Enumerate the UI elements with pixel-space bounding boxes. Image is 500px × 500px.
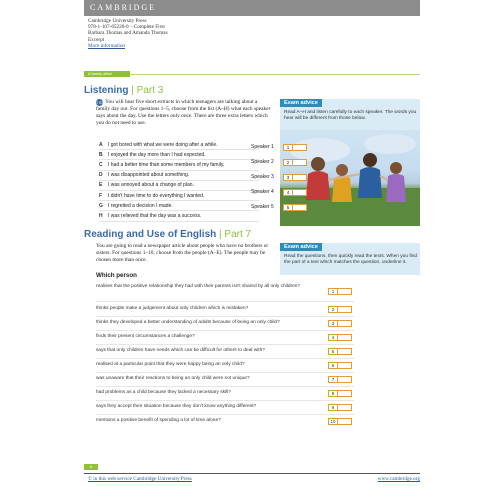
answer-box[interactable] — [338, 362, 352, 369]
answer-box[interactable] — [338, 320, 352, 327]
which-person-heading: Which person — [96, 272, 137, 279]
reading-exam-advice — [280, 243, 420, 275]
question-text: says they accept their situation because they don't know anything different? — [96, 404, 257, 409]
listening-title: Listening — [84, 85, 129, 96]
divider — [96, 386, 354, 387]
listening-part-divider: | — [131, 85, 134, 96]
question-text: thinks people make a judgement about only children which is mistaken? — [96, 306, 249, 311]
answer-box[interactable] — [338, 376, 352, 383]
list-item — [99, 171, 259, 181]
option-text: I got bored with what we were doing after a while. — [108, 141, 218, 148]
speaker-number: 3 — [283, 174, 293, 181]
speaker-number: 4 — [283, 189, 293, 196]
option-letter: A — [99, 141, 103, 148]
publisher: Cambridge University Press — [88, 18, 147, 24]
listening-instructions — [96, 99, 272, 127]
speaker-label: Speaker 3 — [251, 174, 274, 180]
question-number: 2 — [328, 306, 338, 313]
option-text: I was disappointed about something. — [108, 172, 190, 179]
reading-part-divider: | — [219, 229, 222, 240]
question-number: 5 — [328, 348, 338, 355]
more-info-link[interactable]: More information — [88, 42, 126, 49]
listening-heading — [84, 85, 163, 96]
option-letter: D — [99, 172, 103, 179]
question-number: 4 — [328, 334, 338, 341]
divider — [96, 301, 354, 302]
question-text: was unaware that their reactions to being an only child were not unique? — [96, 376, 250, 381]
exam-advice-tag: Exam advice — [280, 99, 322, 107]
answer-box[interactable] — [338, 404, 352, 411]
answer-box[interactable] — [293, 144, 307, 151]
reading-part: Part 7 — [224, 229, 252, 240]
option-letter: H — [99, 212, 103, 219]
divider — [96, 330, 354, 331]
book-metadata — [88, 18, 288, 49]
divider — [96, 414, 354, 415]
divider — [96, 400, 354, 401]
question-number: 7 — [328, 376, 338, 383]
question-text: mentions a positive benefit of spending a lot of time alone? — [96, 418, 221, 423]
speaker-label: Speaker 1 — [251, 144, 274, 150]
exam-advice-tag: Exam advice — [280, 243, 322, 251]
speaker-row — [251, 142, 321, 152]
exam-advice-text: Read the questions, then quickly read the texts. When you find the part of a text which matches the question, underline it. — [284, 254, 418, 266]
option-letter: E — [99, 182, 103, 189]
website-link[interactable]: www.cambridge.org — [377, 476, 420, 482]
list-item — [99, 201, 259, 211]
speaker-row — [251, 157, 321, 167]
question-text: realised at a particular point that they were happy being an only child? — [96, 362, 245, 367]
question-text: says that only children have needs which can be difficult for others to deal with? — [96, 348, 265, 353]
footer-divider — [84, 473, 420, 474]
authors: Barbara Thomas and Amanda Thomas — [88, 30, 168, 37]
list-item — [99, 211, 259, 221]
answer-box[interactable] — [338, 288, 352, 295]
answer-box[interactable] — [338, 306, 352, 313]
question-text: realises that the positive relationship they had with their parents isn't shared by all only children? — [96, 284, 301, 289]
speaker-label: Speaker 2 — [251, 159, 274, 165]
question-text: had problems as a child because they lacked a necessary skill? — [96, 390, 231, 395]
list-item — [99, 140, 259, 150]
question-number: 1 — [328, 288, 338, 295]
copyright-link[interactable]: © in this web service Cambridge University Press — [88, 476, 192, 482]
listening-part: Part 3 — [136, 85, 164, 96]
question-number: 9 — [328, 404, 338, 411]
listening-options — [99, 140, 259, 222]
answer-box[interactable] — [338, 334, 352, 341]
speaker-number: 2 — [283, 159, 293, 166]
option-text: I enjoyed the day more than I had expected. — [108, 151, 206, 158]
answer-box[interactable] — [293, 159, 307, 166]
option-text: I had a better time than some members of my family. — [108, 161, 225, 168]
question-number: 10 — [328, 418, 338, 425]
divider — [96, 344, 354, 345]
divider — [96, 358, 354, 359]
answer-box[interactable] — [293, 204, 307, 211]
question-text: thinks they developed a better understanding of adults because of being an only child? — [96, 320, 280, 325]
list-item — [99, 191, 259, 201]
listening-instructions-text: You will hear five short extracts in which teenagers are talking about a family day out. For questions 1–5, choose from the list (A–H) what each speaker says about the day. Use the letters only once. There are three extra letters which you do not need to use. — [96, 99, 271, 126]
option-text: I regretted a decision I made. — [108, 202, 173, 209]
reading-title: Reading and Use of English — [84, 229, 217, 240]
reading-heading — [84, 229, 251, 240]
answer-box[interactable] — [293, 189, 307, 196]
question-number: 8 — [328, 390, 338, 397]
speaker-row — [251, 172, 321, 182]
answer-box[interactable] — [293, 174, 307, 181]
answer-box[interactable] — [338, 418, 352, 425]
section-divider — [130, 74, 420, 75]
brand-name: CAMBRIDGE — [90, 3, 157, 12]
divider — [96, 316, 354, 317]
header-bar — [84, 0, 420, 16]
divider — [96, 372, 354, 373]
option-letter: G — [99, 202, 103, 209]
page-number: 8 — [84, 464, 98, 470]
speaker-row — [251, 202, 321, 212]
list-item — [99, 150, 259, 160]
speaker-number: 5 — [283, 204, 293, 211]
list-item — [99, 181, 259, 191]
option-text: I didn't have time to do everything I wanted. — [108, 192, 205, 199]
cd-track-icon: 1 02 — [96, 100, 103, 105]
option-text: I was relieved that the day was a success. — [108, 212, 202, 219]
question-number: 3 — [328, 320, 338, 327]
listening-exam-advice — [280, 99, 420, 130]
list-item — [99, 160, 259, 170]
excerpt-label: Excerpt — [88, 36, 105, 43]
reading-instructions: You are going to read a newspaper article about people who have no brothers or sisters. For questions 1–10, choose from the people (A–E). The people may be chosen more than once. — [96, 243, 269, 263]
speaker-number: 1 — [283, 144, 293, 151]
speaker-row — [251, 187, 321, 197]
speaker-label: Speaker 4 — [251, 189, 274, 195]
option-letter: B — [99, 151, 103, 158]
answer-box[interactable] — [338, 390, 352, 397]
option-text: I was annoyed about a change of plan. — [108, 182, 194, 189]
section-tab: A family affair — [84, 71, 130, 77]
answer-box[interactable] — [338, 348, 352, 355]
question-text: finds their present circumstances a challenge? — [96, 334, 195, 339]
question-number: 6 — [328, 362, 338, 369]
isbn-title: 978-1-107-65220-0 – Complete First — [88, 24, 165, 31]
option-letter: C — [99, 161, 103, 168]
exam-advice-text: Read A–H and listen carefully to each speaker. The words you hear will be different from those below. — [284, 110, 417, 122]
speaker-label: Speaker 5 — [251, 204, 274, 210]
option-letter: F — [99, 192, 103, 199]
